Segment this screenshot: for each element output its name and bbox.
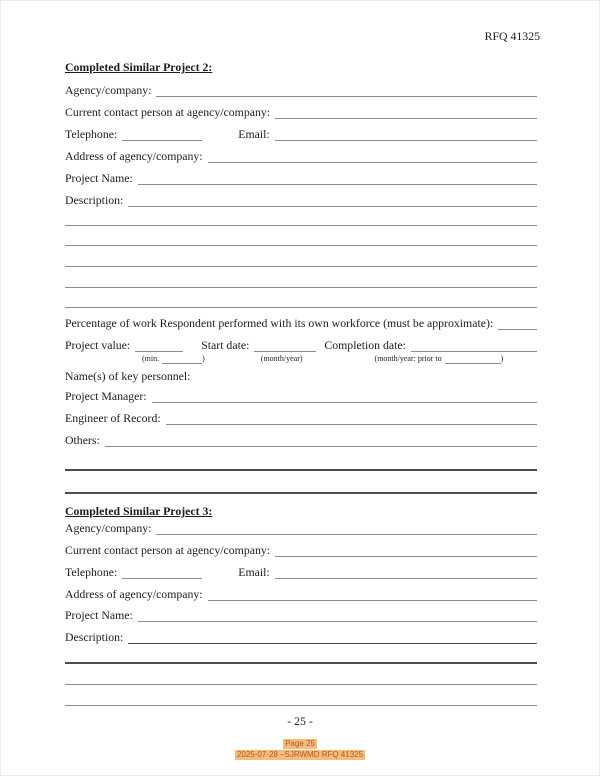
footer-badge-row: [0, 739, 600, 750]
prior-note-blank-line: [445, 361, 501, 364]
blank-line: [65, 242, 537, 246]
start-date-blank-line: [254, 348, 316, 352]
percentage-blank-line: [498, 326, 537, 330]
others-blank-line: [105, 443, 537, 447]
telephone-label: Telephone:: [65, 127, 118, 141]
field-row-description: [65, 185, 537, 207]
contact-blank-line: [275, 553, 537, 557]
others-continuation-line: [65, 471, 537, 494]
blank-line: [65, 284, 537, 288]
description-label: Description:: [65, 193, 124, 207]
engineer-blank-line: [166, 421, 537, 425]
section-title-project-3: Completed Similar Project 3:: [65, 504, 213, 518]
start-date-label: Start date:: [201, 338, 250, 352]
address-blank-line: [208, 159, 537, 163]
address-label: Address of agency/company:: [65, 587, 203, 601]
email-blank-line: [275, 575, 537, 579]
field-row-contact: [65, 535, 537, 557]
field-row-engineer: [65, 403, 537, 425]
telephone-label: Telephone:: [65, 565, 118, 579]
page-content: [0, 43, 600, 706]
section-title-project-2: Completed Similar Project 2:: [65, 60, 213, 74]
footer-badge-row: [0, 750, 600, 761]
completion-date-blank-line: [411, 348, 537, 352]
footer-annotation: [0, 739, 600, 761]
field-row-agency: [65, 519, 537, 535]
field-row-address: [65, 579, 537, 601]
project-value-blank-line: [135, 348, 183, 352]
key-personnel-label: Name(s) of key personnel:: [65, 369, 191, 383]
description-blank-line: [128, 203, 537, 207]
project-name-blank-line: [138, 618, 537, 622]
field-row-agency: [65, 75, 537, 97]
blank-line: [65, 304, 537, 308]
description-continuation-line: [65, 288, 537, 308]
footer-page-badge: Page 25: [285, 739, 315, 748]
description-continuation-line: [65, 246, 537, 267]
header-rfq-number: RFQ 41325: [484, 29, 540, 43]
footer-doc-badge: 2025-07-28 –SJRWMD RFQ 41325: [236, 750, 364, 759]
blank-line: [65, 659, 537, 664]
telephone-blank-line: [122, 137, 202, 141]
field-row-value-dates: [65, 330, 537, 352]
others-continuation-line: [65, 447, 537, 471]
prior-note-close: ): [500, 354, 504, 363]
email-label: Email:: [238, 565, 270, 579]
field-row-project-name: [65, 163, 537, 185]
email-label: Email:: [238, 127, 270, 141]
blank-line: [65, 263, 537, 267]
address-blank-line: [208, 597, 537, 601]
field-row-others: [65, 425, 537, 447]
min-note-close: ): [202, 354, 205, 363]
agency-blank-line: [156, 93, 537, 97]
blank-line: [65, 702, 537, 706]
contact-label: Current contact person at agency/company:: [65, 543, 271, 557]
blank-line: [65, 681, 537, 685]
project-name-blank-line: [138, 181, 537, 185]
field-row-project-manager: [65, 383, 537, 403]
project-value-label: Project value:: [65, 338, 131, 352]
description-continuation-line: [65, 664, 537, 685]
agency-label: Agency/company:: [65, 521, 152, 535]
engineer-of-record-label: Engineer of Record:: [65, 411, 161, 425]
key-personnel-row: [65, 364, 537, 383]
description-continuation-line: [65, 644, 537, 664]
field-row-project-name: [65, 601, 537, 622]
prior-note-label: (month/year: prior to: [374, 354, 442, 363]
project-manager-blank-line: [152, 399, 537, 403]
completion-date-label: Completion date:: [324, 338, 406, 352]
project-name-label: Project Name:: [65, 608, 133, 622]
contact-label: Current contact person at agency/company:: [65, 105, 271, 119]
field-row-contact: [65, 97, 537, 119]
field-row-percentage: [65, 308, 537, 330]
min-note-blank-line: [162, 361, 202, 364]
description-continuation-line: [65, 685, 537, 706]
field-row-address: [65, 141, 537, 163]
min-note-label: (min.: [142, 354, 160, 363]
field-row-telephone-email: [65, 557, 537, 579]
section-project-2: [65, 43, 537, 494]
page-number: - 25 -: [287, 714, 313, 728]
field-row-description: [65, 622, 537, 644]
description-label: Description:: [65, 630, 124, 644]
percentage-label: Percentage of work Respondent performed with its own workforce (must be approximate):: [65, 316, 494, 330]
agency-label: Agency/company:: [65, 83, 152, 97]
project-name-label: Project Name:: [65, 171, 133, 185]
description-continuation-line: [65, 226, 537, 246]
description-continuation-line: [65, 267, 537, 288]
others-label: Others:: [65, 433, 100, 447]
description-blank-line: [128, 640, 537, 644]
description-continuation-line: [65, 207, 537, 226]
contact-blank-line: [275, 115, 537, 119]
telephone-blank-line: [122, 575, 202, 579]
month-year-note: (month/year): [260, 354, 303, 363]
agency-blank-line: [156, 531, 537, 535]
section-project-3: [65, 494, 537, 706]
blank-line: [65, 222, 537, 226]
field-row-telephone-email: [65, 119, 537, 141]
date-notes-row: [65, 352, 537, 364]
email-blank-line: [275, 137, 537, 141]
address-label: Address of agency/company:: [65, 149, 203, 163]
blank-line: [65, 466, 537, 471]
project-manager-label: Project Manager:: [65, 389, 147, 403]
